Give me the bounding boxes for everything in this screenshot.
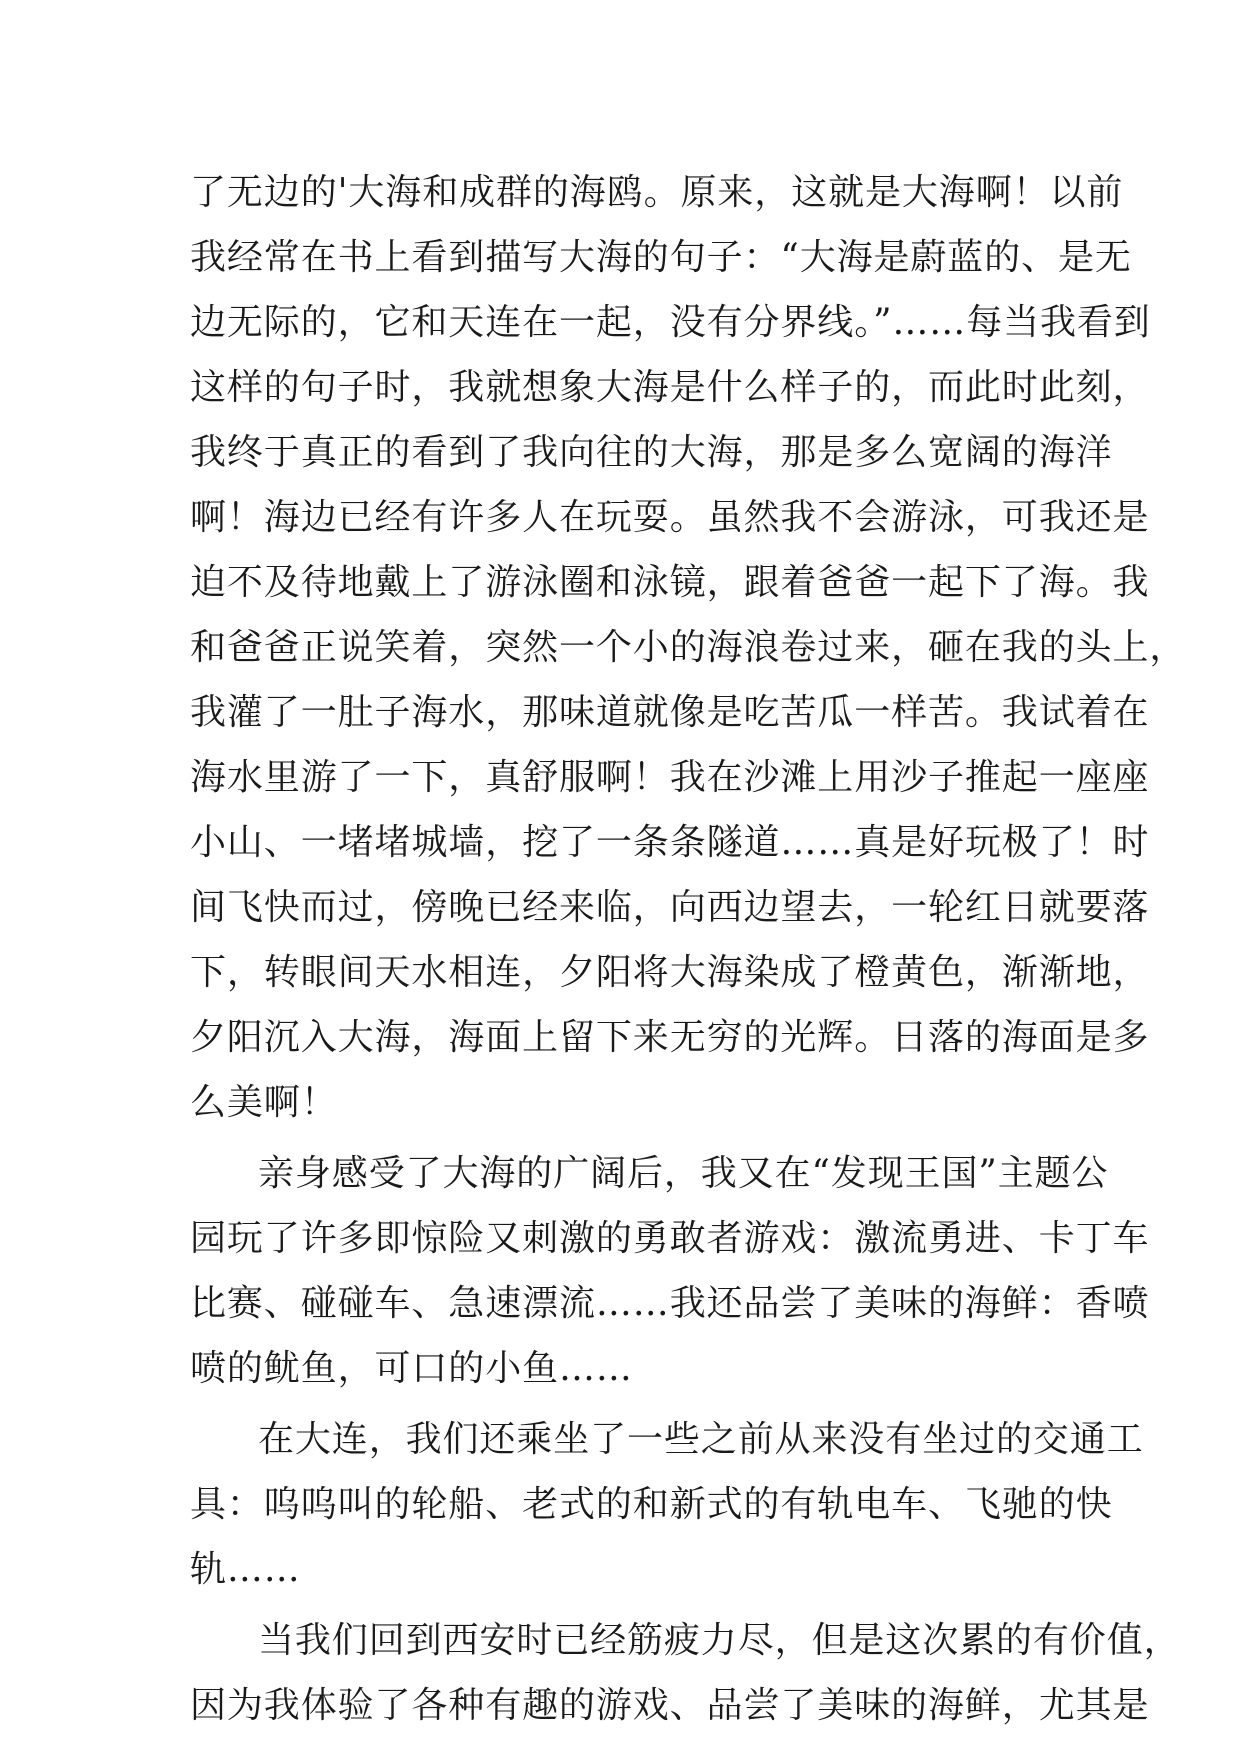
- text-line: 具：呜呜叫的轮船、老式的和新式的有轨电车、飞驰的快: [190, 1484, 1113, 1525]
- paragraph-start-line: 亲身感受了大海的广阔后，我又在“发现王国”主题公: [258, 1153, 1109, 1194]
- text-line: 海水里游了一下，真舒服啊！我在沙滩上用沙子推起一座座: [190, 757, 1150, 798]
- paragraph-start-line: 当我们回到西安时已经筋疲力尽，但是这次累的有价值，: [258, 1620, 1181, 1661]
- text-line: 下，转眼间天水相连，夕阳将大海染成了橙黄色，渐渐地，: [190, 952, 1150, 993]
- text-line: 和爸爸正说笑着，突然一个小的海浪卷过来，砸在我的头上，: [190, 627, 1187, 668]
- text-line: 边无际的，它和天连在一起，没有分界线。”……每当我看到: [190, 302, 1151, 343]
- text-line: 我灌了一肚子海水，那味道就像是吃苦瓜一样苦。我试着在: [190, 692, 1150, 733]
- text-line: 我经常在书上看到描写大海的句子：“大海是蔚蓝的、是无: [190, 237, 1132, 278]
- text-line: 喷的鱿鱼，可口的小鱼……: [190, 1348, 633, 1389]
- paragraph-start-line: 在大连，我们还乘坐了一些之前从来没有坐过的交通工: [258, 1419, 1144, 1460]
- text-line: 园玩了许多即惊险又刺激的勇敢者游戏：激流勇进、卡丁车: [190, 1218, 1150, 1259]
- body-text: [190, 160, 1187, 1738]
- text-line: 啊！海边已经有许多人在玩耍。虽然我不会游泳，可我还是: [190, 497, 1150, 538]
- text-line: 了无边的'大海和成群的海鸥。原来，这就是大海啊！以前: [190, 172, 1124, 213]
- text-line: 小山、一堵堵城墙，挖了一条条隧道……真是好玩极了！时: [190, 822, 1150, 863]
- text-line: 么美啊！: [190, 1082, 338, 1123]
- text-line: 因为我体验了各种有趣的游戏、品尝了美味的海鲜，尤其是: [190, 1685, 1150, 1726]
- text-line: 夕阳沉入大海，海面上留下来无穷的光辉。日落的海面是多: [190, 1017, 1150, 1058]
- text-line: 轨……: [190, 1549, 301, 1590]
- text-line: 比赛、碰碰车、急速漂流……我还品尝了美味的海鲜：香喷: [190, 1283, 1150, 1324]
- text-line: 我终于真正的看到了我向往的大海，那是多么宽阔的海洋: [190, 432, 1113, 473]
- text-line: 这样的句子时，我就想象大海是什么样子的，而此时此刻，: [190, 367, 1150, 408]
- text-line: 间飞快而过，傍晚已经来临，向西边望去，一轮红日就要落: [190, 887, 1150, 928]
- text-line: 迫不及待地戴上了游泳圈和泳镜，跟着爸爸一起下了海。我: [190, 562, 1150, 603]
